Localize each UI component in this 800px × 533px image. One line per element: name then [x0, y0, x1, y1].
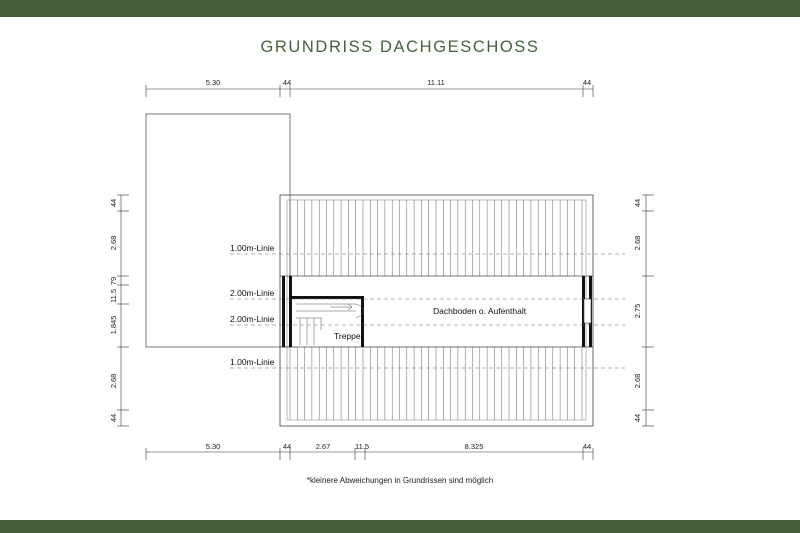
dim-right-4: 2.68	[633, 373, 642, 389]
line-label-1m-lower: 1.00m-Linie	[230, 357, 275, 367]
dim-left-2: 2.68	[109, 235, 118, 251]
dim-right-2: 2.68	[633, 235, 642, 251]
dim-left-5: 1.845	[109, 315, 118, 335]
dim-bottom-4: 11.5	[354, 442, 370, 451]
dim-left-3: 11.5	[109, 288, 118, 304]
dim-top-1: 5.30	[205, 78, 221, 87]
roof-rafters-upper	[290, 200, 582, 276]
dim-top-3: 11.11	[427, 78, 445, 87]
dim-left-4: 79	[109, 276, 118, 286]
dim-left-7: 44	[109, 413, 118, 423]
left-gable-wall	[282, 276, 285, 347]
gable-window	[584, 299, 591, 323]
stair-wall-top	[292, 296, 364, 299]
dim-right-1: 44	[633, 198, 642, 208]
attic-label: Dachboden o. Aufenthalt	[433, 306, 527, 316]
dim-bottom-1: 5.30	[205, 442, 221, 451]
dim-bottom-6: 44	[582, 442, 592, 451]
footnote: *kleinere Abweichungen in Grundrissen sind möglich	[306, 476, 494, 485]
dim-bottom-2: 44	[282, 442, 292, 451]
side-wing-outline	[146, 114, 290, 347]
roof-rafters-lower	[290, 347, 582, 420]
dim-top-4: 44	[582, 78, 592, 87]
dim-top-2: 44	[282, 78, 292, 87]
dim-left-1: 44	[109, 198, 118, 208]
dim-right-3: 2.75	[633, 303, 642, 319]
bottom-band	[0, 520, 800, 533]
dim-left-6: 2.68	[109, 373, 118, 389]
stairs-label: Treppe	[334, 331, 361, 341]
line-label-1m-upper: 1.00m-Linie	[230, 243, 275, 253]
page-title: GRUNDRISS DACHGESCHOSS	[260, 38, 540, 56]
dim-bottom-3: 2.67	[315, 442, 331, 451]
line-label-2m-lower: 2.00m-Linie	[230, 314, 275, 324]
line-label-2m-upper: 2.00m-Linie	[230, 288, 275, 298]
left-gable-wall-inner	[289, 276, 292, 347]
dim-right-5: 44	[633, 413, 642, 423]
stair-wall-right	[361, 296, 364, 347]
dim-bottom-5: 8.325	[464, 442, 484, 451]
